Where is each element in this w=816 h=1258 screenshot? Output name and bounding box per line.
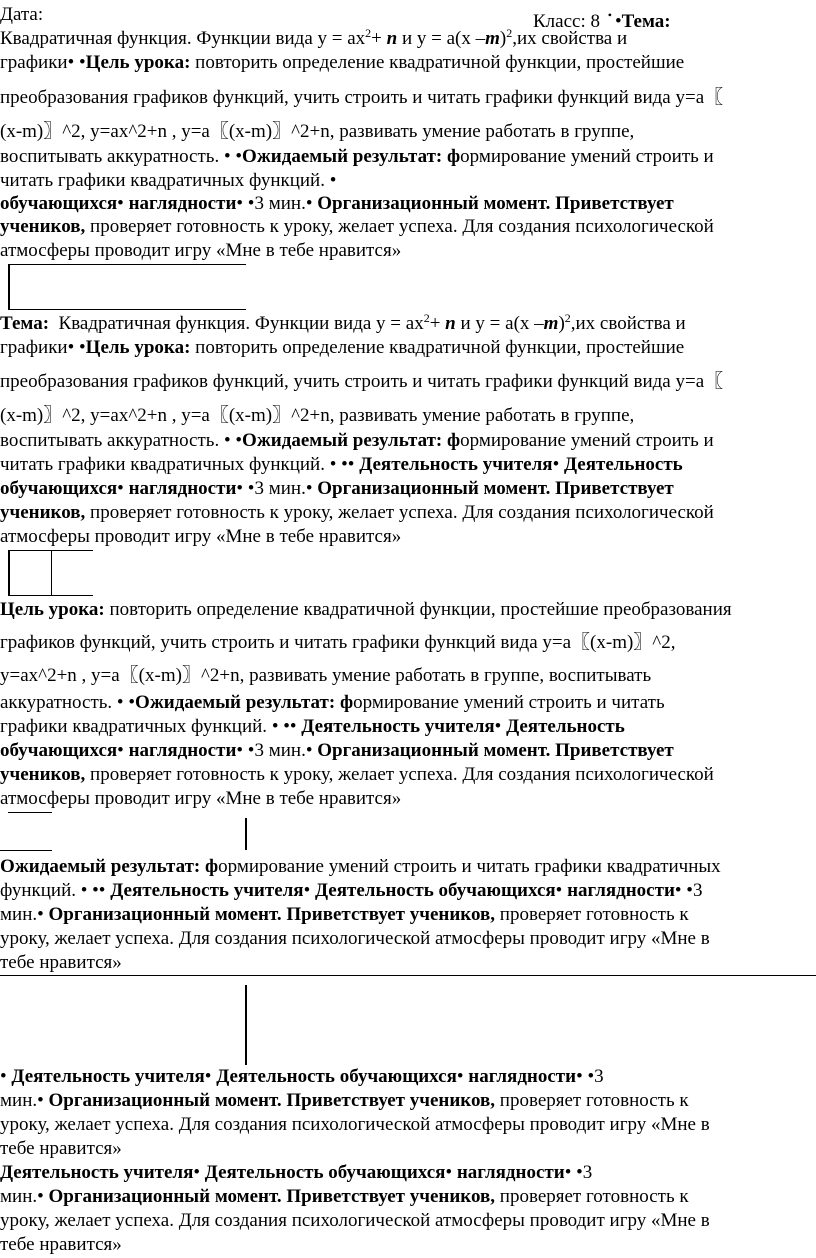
org-line-b6: мин.• Организационный момент. Приветствует учеников, проверяет готовность к (0, 1186, 689, 1207)
org-line-b4: мин.• Организационный момент. Приветствует учеников, проверяет готовность к (0, 904, 689, 925)
goal-line-b3-4: аккуратность. • •Ожидаемый результат: формирование умений строить и читать (0, 692, 665, 713)
org-line-b3: учеников, проверяет готовность к уроку, желает успеха. Для создания психологической (0, 764, 714, 785)
class-line: Класс: 8 • •Тема: (533, 8, 671, 32)
expected-line-b4-1: Ожидаемый результат: формирование умений строить и читать графики квадратичных (0, 856, 721, 877)
goal-line-b3-3: y=ax^2+n , y=a〖(x-m)〗^2+n, развивать умение работать в группе, воспитывать (0, 665, 652, 686)
atmos-line-b2: атмосферы проводит игру «Мне в тебе нравится» (0, 526, 402, 547)
goal-line-b3-1: Цель урока: повторить определение квадратичной функции, простейшие преобразования (0, 599, 732, 620)
date-label: Дата: (0, 4, 44, 25)
ready-line-b6: уроку, желает успеха. Для создания психологической атмосферы проводит игру «Мне в (0, 1210, 710, 1231)
header-line (0, 4, 43, 26)
table-border (0, 975, 816, 976)
like-line-b4: тебе нравится» (0, 952, 122, 973)
goal-line-b3-2: графиков функций, учить строить и читать графики функций вида у=а〖(x-m)〗^2, (0, 632, 676, 653)
table-border (8, 812, 52, 813)
table-border (245, 985, 247, 1065)
table-border (8, 550, 10, 596)
title-line-b2-2: графики• •Цель урока: повторить определение квадратичной функции, простейшие (0, 337, 685, 358)
visual-line-b2: обучающихся• наглядности• •3 мин.• Организационный момент. Приветствует (0, 478, 674, 499)
expected-line-b4-2: функций. • •• Деятельность учителя• Деятельность обучающихся• наглядности• •3 (0, 880, 703, 901)
goal-line-2: преобразования графиков функций, учить строить и читать графики функций вида у=а〖 (0, 87, 724, 108)
org-line-b5: мин.• Организационный момент. Приветствует учеников, проверяет готовность к (0, 1090, 689, 1111)
goal-line-b2-2: преобразования графиков функций, учить строить и читать графики функций вида у=а〖 (0, 371, 724, 392)
expected-line-b3-2: графики квадратичных функций. • •• Деятельность учителя• Деятельность (0, 716, 625, 737)
table-border (8, 264, 246, 265)
atmos-line: атмосферы проводит игру «Мне в тебе нравится» (0, 240, 402, 261)
table-border (51, 550, 52, 596)
table-border (8, 264, 10, 310)
goal-line-4: воспитывать аккуратность. • •Ожидаемый результат: формирование умений строить и (0, 146, 714, 167)
teacher-line-b5: • Деятельность учителя• Деятельность обучающихся• наглядности• •3 (0, 1066, 604, 1087)
table-border (245, 818, 247, 850)
table-border (8, 309, 246, 310)
table-border (8, 595, 93, 596)
ready-line-b5: уроку, желает успеха. Для создания психологической атмосферы проводит игру «Мне в (0, 1114, 710, 1135)
expected-line-b2-2: читать графики квадратичных функций. • •• Деятельность учителя• Деятельность (0, 454, 683, 475)
expected-line-2: читать графики квадратичных функций. • (0, 170, 337, 191)
like-line-b6: тебе нравится» (0, 1234, 122, 1255)
like-line-b5: тебе нравится» (0, 1138, 122, 1159)
goal-line-3: (x-m)〗^2, y=ax^2+n , y=a〖(x-m)〗^2+n, развивать умение работать в группе, (0, 121, 635, 142)
teacher-line-b6: Деятельность учителя• Деятельность обучающихся• наглядности• •3 (0, 1162, 593, 1183)
org-line: учеников, проверяет готовность к уроку, желает успеха. Для создания психологической (0, 216, 714, 237)
title-line-b2: Тема: Квадратичная функция. Функции вида $у = ах^2+ n$ и у = а(х –m)$^2$,их свойства и (0, 311, 686, 334)
goal-line-b2-3: (x-m)〗^2, y=ax^2+n , y=a〖(x-m)〗^2+n, развивать умение работать в группе, (0, 405, 635, 426)
ready-line-b4: уроку, желает успеха. Для создания психологической атмосферы проводит игру «Мне в (0, 928, 710, 949)
table-border (0, 850, 52, 851)
org-line-b2: учеников, проверяет готовность к уроку, желает успеха. Для создания психологической (0, 502, 714, 523)
goal-line-b2-4: воспитывать аккуратность. • •Ожидаемый результат: формирование умений строить и (0, 430, 714, 451)
title-line-2: графики• •Цель урока: повторить определение квадратичной функции, простейшие (0, 52, 685, 73)
title-line-1: Квадратичная функция. Функции вида $у = ах^2+ n$ и у = а(х –m)$^2$,их свойства и (0, 26, 628, 49)
class-label: Класс: 8 (533, 11, 600, 32)
visual-line: обучающихся• наглядности• •3 мин.• Организационный момент. Приветствует (0, 193, 674, 214)
atmos-line-b3: атмосферы проводит игру «Мне в тебе нравится» (0, 788, 402, 809)
visual-line-b3: обучающихся• наглядности• •3 мин.• Организационный момент. Приветствует (0, 740, 674, 761)
